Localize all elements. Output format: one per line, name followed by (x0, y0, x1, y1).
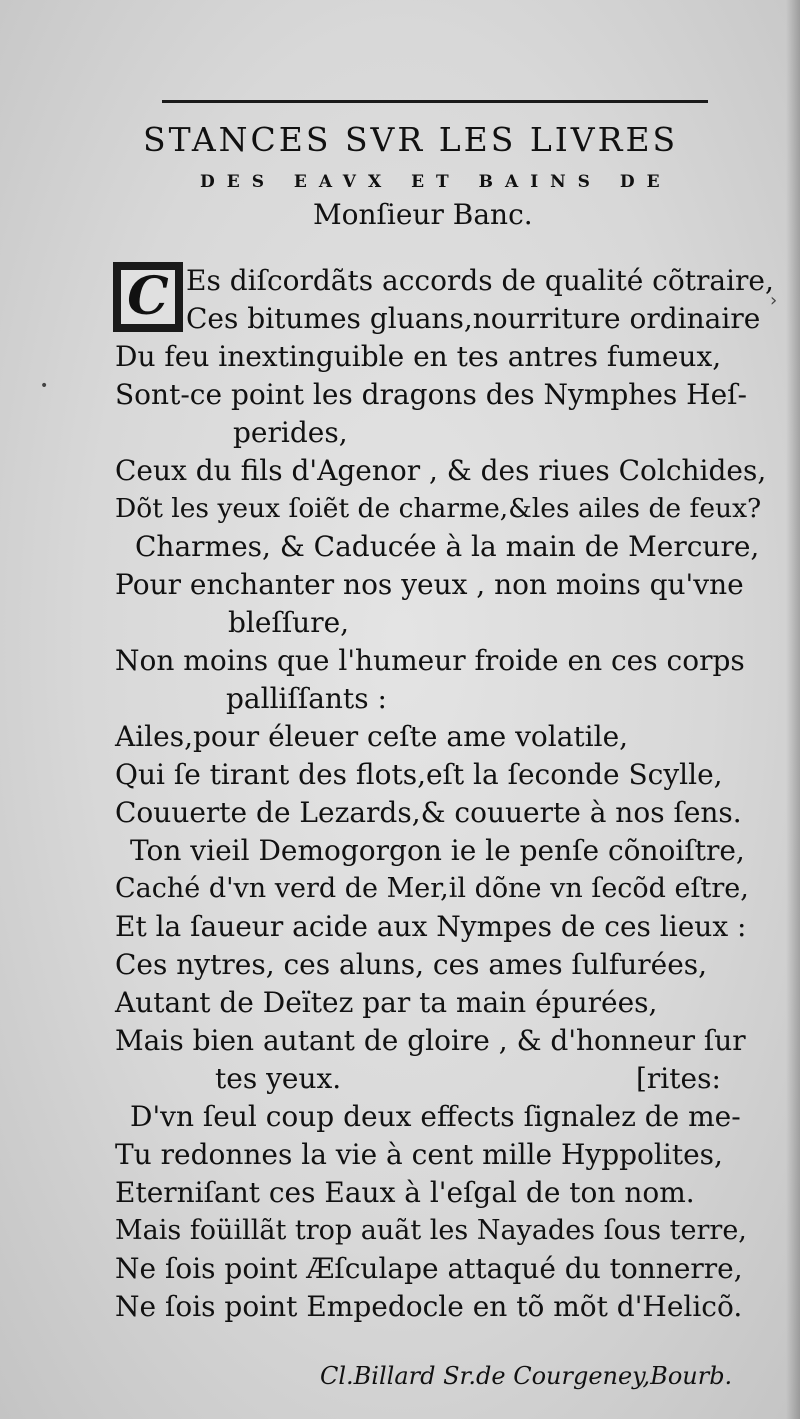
title-line-2: DES EAVX ET BAINS DE (200, 172, 672, 192)
title-line-1: STANCES SVR LES LIVRES (143, 120, 679, 159)
ink-speck: • (40, 378, 49, 394)
poem-line: Tu redonnes la vie à cent mille Hyppolites, (115, 1138, 723, 1171)
poem-line: tes yeux. (215, 1062, 342, 1095)
poem-line: Charmes, & Caducée à la main de Mercure, (135, 530, 760, 563)
decorated-initial-letter: C (121, 270, 175, 324)
poem-line: Et la ſaueur acide aux Nympes de ces lieux : (115, 910, 747, 943)
poem-line: Caché d'vn verd de Mer,il dõne vn ſecõd eſtre, (115, 873, 749, 904)
poem-line: Ces nytres, ces aluns, ces ames ſulfurées, (115, 948, 708, 981)
poem-line: Ne ſois point Æſculape attaqué du tonnerre, (115, 1252, 743, 1285)
poem-line: Mais foüillãt trop auãt les Nayades ſous terre, (115, 1215, 747, 1246)
poem-line: Es diſcordãts accords de qualité cõtraire, (186, 264, 774, 297)
poem-line: Ne ſois point Empedocle en tõ mõt d'Helicõ. (115, 1290, 743, 1323)
poem-line: Dõt les yeux ſoiẽt de charme,&les ailes de feux? (115, 493, 762, 524)
poem-line: Non moins que l'humeur froide en ces corps (115, 644, 745, 677)
page-edge-shadow (786, 0, 800, 1419)
poem-line: Ces bitumes gluans,nourriture ordinaire (186, 302, 761, 335)
poem-line: Couuerte de Lezards,& couuerte à nos ſens. (115, 796, 742, 829)
poem-line: Ton vieil Demogorgon ie le penſe cõnoiſtre, (130, 834, 745, 867)
poem-line: perides, (233, 416, 348, 449)
poem-line: Autant de Deïtez par ta main épurées, (115, 986, 658, 1019)
poem-line: Qui ſe tirant des flots,eſt la ſeconde Scylle, (115, 758, 723, 791)
poem-line: Mais bien autant de gloire , & d'honneur ſur (115, 1024, 746, 1057)
poem-line: palliſſants : (226, 682, 387, 715)
poem-line: bleſſure, (228, 606, 350, 639)
poem-line: Sont-ce point les dragons des Nymphes Heſ- (115, 378, 747, 411)
poem-line: Ceux du fils d'Agenor , & des riues Colchides, (115, 454, 767, 487)
poem-line: Du feu inextinguible en tes antres fumeux, (115, 340, 722, 373)
poem-line: D'vn ſeul coup deux effects ſignalez de me- (130, 1100, 741, 1133)
decorated-initial (113, 262, 183, 332)
title-line-3: Monſieur Banc. (313, 198, 533, 231)
signature: Cl.Billard Sr.de Courgeney,Bourb. (320, 1362, 733, 1390)
poem-line: Ailes,pour éleuer ceſte ame volatile, (115, 720, 629, 753)
header-rule (162, 100, 708, 103)
poem-line: Pour enchanter nos yeux , non moins qu'vne (115, 568, 744, 601)
poem-line: [rites: (636, 1062, 721, 1095)
poem-line: Eterniſant ces Eaux à l'eſgal de ton nom. (115, 1176, 695, 1209)
margin-mark: › (770, 290, 778, 311)
